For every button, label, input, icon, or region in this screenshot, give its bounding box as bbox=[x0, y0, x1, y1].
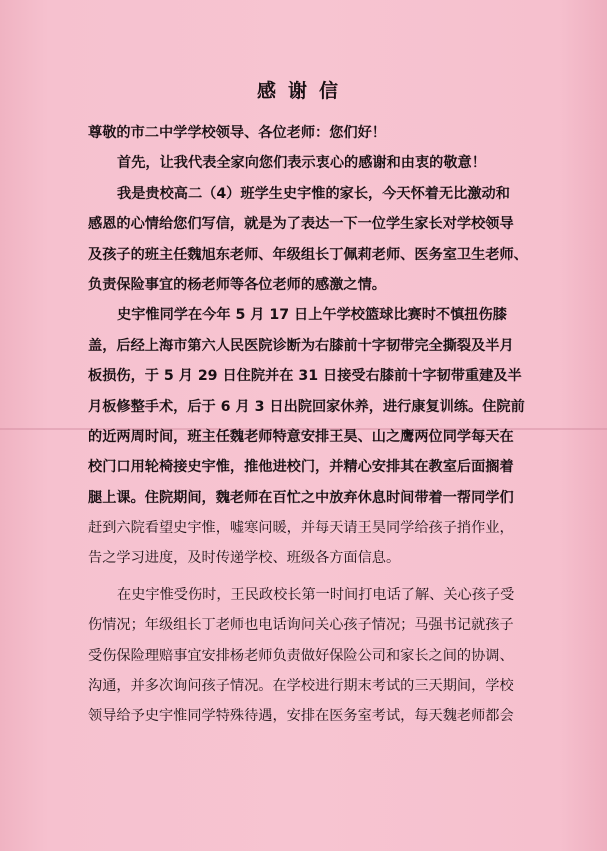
body-line: 校门口用轮椅接史宇惟，推他进校门，并精心安排其在教室后面搁着 bbox=[88, 459, 514, 476]
body-line: 领导给予史宇惟同学特殊待遇，安排在医务室考试，每天魏老师都会 bbox=[88, 708, 514, 725]
body-line: 告之学习进度，及时传递学校、班级各方面信息。 bbox=[88, 550, 401, 567]
body-line: 盖，后经上海市第六人民医院诊断为右膝前十字韧带完全撕裂及半月 bbox=[88, 337, 514, 354]
letter-body bbox=[88, 118, 533, 732]
body-line: 的近两周时间，班主任魏老师特意安排王昊、山之鹰两位同学每天在 bbox=[88, 428, 514, 445]
body-line: 及孩子的班主任魏旭东老师、年级组长丁佩莉老师、医务室卫生老师、 bbox=[88, 246, 528, 263]
salutation: 尊敬的市二中学学校领导、各位老师：您们好！ bbox=[88, 125, 386, 141]
body-line: 受伤保险理赔事宜安排杨老师负责做好保险公司和家长之间的协调、 bbox=[88, 647, 514, 664]
body-line: 感恩的心情给您们写信，就是为了表达一下一位学生家长对学校领导 bbox=[88, 216, 514, 233]
body-line: 沟通，并多次询问孩子情况。在学校进行期末考试的三天期间，学校 bbox=[88, 678, 514, 695]
body-line: 负责保险事宜的杨老师等各位老师的感激之情。 bbox=[88, 276, 386, 293]
body-line: 首先，让我代表全家向您们表示衷心的感谢和由衷的敬意！ bbox=[117, 155, 486, 172]
body-line: 月板修整手术，后于 6 月 3 日出院回家休养，进行康复训练。住院前 bbox=[88, 398, 525, 415]
body-line: 我是贵校高二（4）班学生史宇惟的家长，今天怀着无比激动和 bbox=[117, 185, 510, 202]
body-line: 伤情况；年级组长丁老师也电话询问关心孩子情况；马强书记就孩子 bbox=[88, 617, 514, 634]
body-line: 史宇惟同学在今年 5 月 17 日上午学校篮球比赛时不慎扭伤膝 bbox=[117, 307, 507, 324]
letter-title: 感谢信 bbox=[256, 80, 350, 102]
body-line: 在史宇惟受伤时，王民政校长第一时间打电话了解、关心孩子受 bbox=[117, 586, 515, 603]
body-line: 板损伤，于 5 月 29 日住院并在 31 日接受右膝前十字韧带重建及半 bbox=[88, 368, 522, 385]
body-line: 腿上课。住院期间，魏老师在百忙之中放弃休息时间带着一帮同学们 bbox=[88, 489, 514, 506]
body-line: 赶到六院看望史宇惟，嘘寒问暖，并每天请王昊同学给孩子捎作业， bbox=[88, 520, 514, 537]
